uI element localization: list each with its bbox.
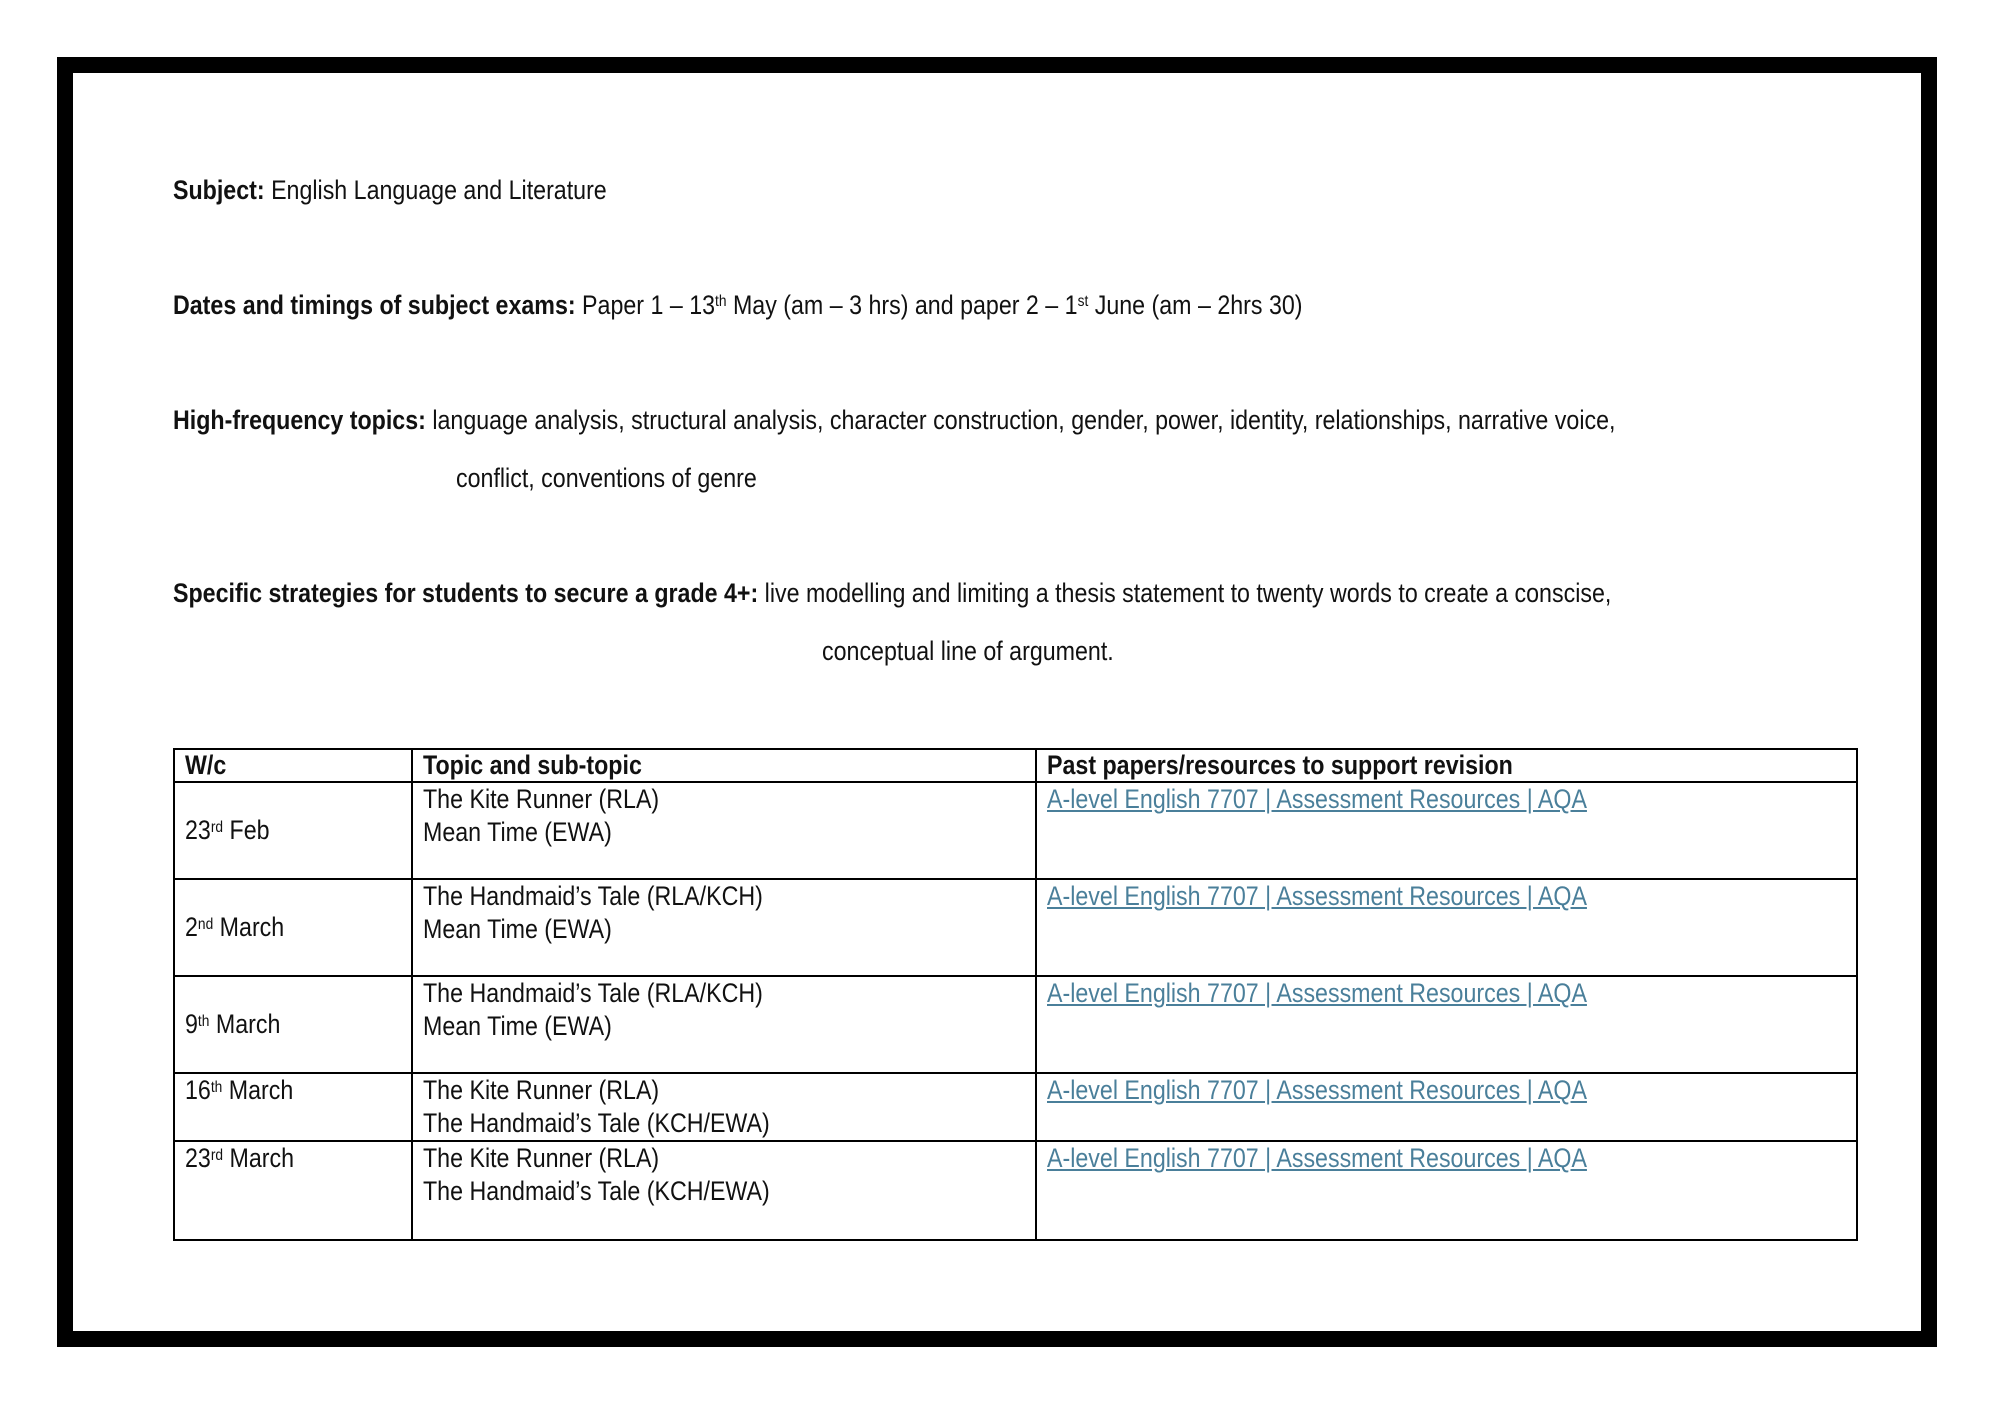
exam-paper1-text: Paper 1 – 13 — [582, 290, 716, 320]
table-row — [174, 1141, 1857, 1240]
table-row — [174, 879, 1857, 976]
topics-line — [173, 402, 1615, 438]
header-topic: Topic and sub-topic — [412, 749, 1036, 782]
topic-cell: The Handmaid’s Tale (RLA/KCH) Mean Time (EWA) — [412, 976, 1036, 1073]
wc-cell: 23rd March — [174, 1141, 412, 1240]
subject-value: English Language and Literature — [271, 175, 607, 205]
aqa-resource-link[interactable]: A-level English 7707 | Assessment Resources | AQA — [1047, 1143, 1587, 1173]
exam-paper1-sup: th — [715, 293, 727, 310]
exam-paper2-sup: st — [1077, 293, 1089, 310]
aqa-resource-link[interactable]: A-level English 7707 | Assessment Resources | AQA — [1047, 978, 1587, 1008]
resource-cell — [1036, 879, 1857, 976]
resource-cell — [1036, 976, 1857, 1073]
header-resources: Past papers/resources to support revision — [1036, 749, 1857, 782]
table-header-row — [174, 749, 1857, 782]
resource-cell — [1036, 782, 1857, 879]
wc-cell: 2nd March — [174, 879, 412, 976]
subject-line — [173, 172, 607, 208]
table-row — [174, 1073, 1857, 1141]
resource-cell — [1036, 1073, 1857, 1141]
wc-cell: 9th March — [174, 976, 412, 1073]
aqa-resource-link[interactable]: A-level English 7707 | Assessment Resources | AQA — [1047, 784, 1587, 814]
topic-cell: The Handmaid’s Tale (RLA/KCH) Mean Time (EWA) — [412, 879, 1036, 976]
strategies-label: Specific strategies for students to secure a grade 4+: — [173, 578, 759, 608]
header-wc: W/c — [174, 749, 412, 782]
subject-label: Subject: — [173, 175, 265, 205]
aqa-resource-link[interactable]: A-level English 7707 | Assessment Resources | AQA — [1047, 881, 1587, 911]
aqa-resource-link[interactable]: A-level English 7707 | Assessment Resources | AQA — [1047, 1075, 1587, 1105]
strategies-value-line1: live modelling and limiting a thesis statement to twenty words to create a conscise, — [764, 578, 1612, 608]
exam-paper2-text: May (am – 3 hrs) and paper 2 – 1 — [726, 290, 1078, 320]
table-row — [174, 976, 1857, 1073]
strategies-value-line2: conceptual line of argument. — [822, 636, 1114, 666]
wc-cell: 23rd Feb — [174, 782, 412, 879]
topic-cell: The Kite Runner (RLA) The Handmaid’s Tale (KCH/EWA) — [412, 1141, 1036, 1240]
topics-label: High-frequency topics: — [173, 405, 426, 435]
exam-dates-label: Dates and timings of subject exams: — [173, 290, 576, 320]
topics-value-line2: conflict, conventions of genre — [456, 463, 757, 493]
revision-table — [173, 748, 1858, 1241]
strategies-line — [173, 575, 1611, 611]
topic-cell: The Kite Runner (RLA) Mean Time (EWA) — [412, 782, 1036, 879]
table-row — [174, 782, 1857, 879]
resource-cell — [1036, 1141, 1857, 1240]
wc-cell: 16th March — [174, 1073, 412, 1141]
exam-paper2-suffix: June (am – 2hrs 30) — [1088, 290, 1303, 320]
exam-dates-line — [173, 287, 1303, 323]
topic-cell: The Kite Runner (RLA) The Handmaid’s Tale (KCH/EWA) — [412, 1073, 1036, 1141]
topics-value-line1: language analysis, structural analysis, character construction, gender, power, identity, relationships, narrative voice, — [432, 405, 1616, 435]
